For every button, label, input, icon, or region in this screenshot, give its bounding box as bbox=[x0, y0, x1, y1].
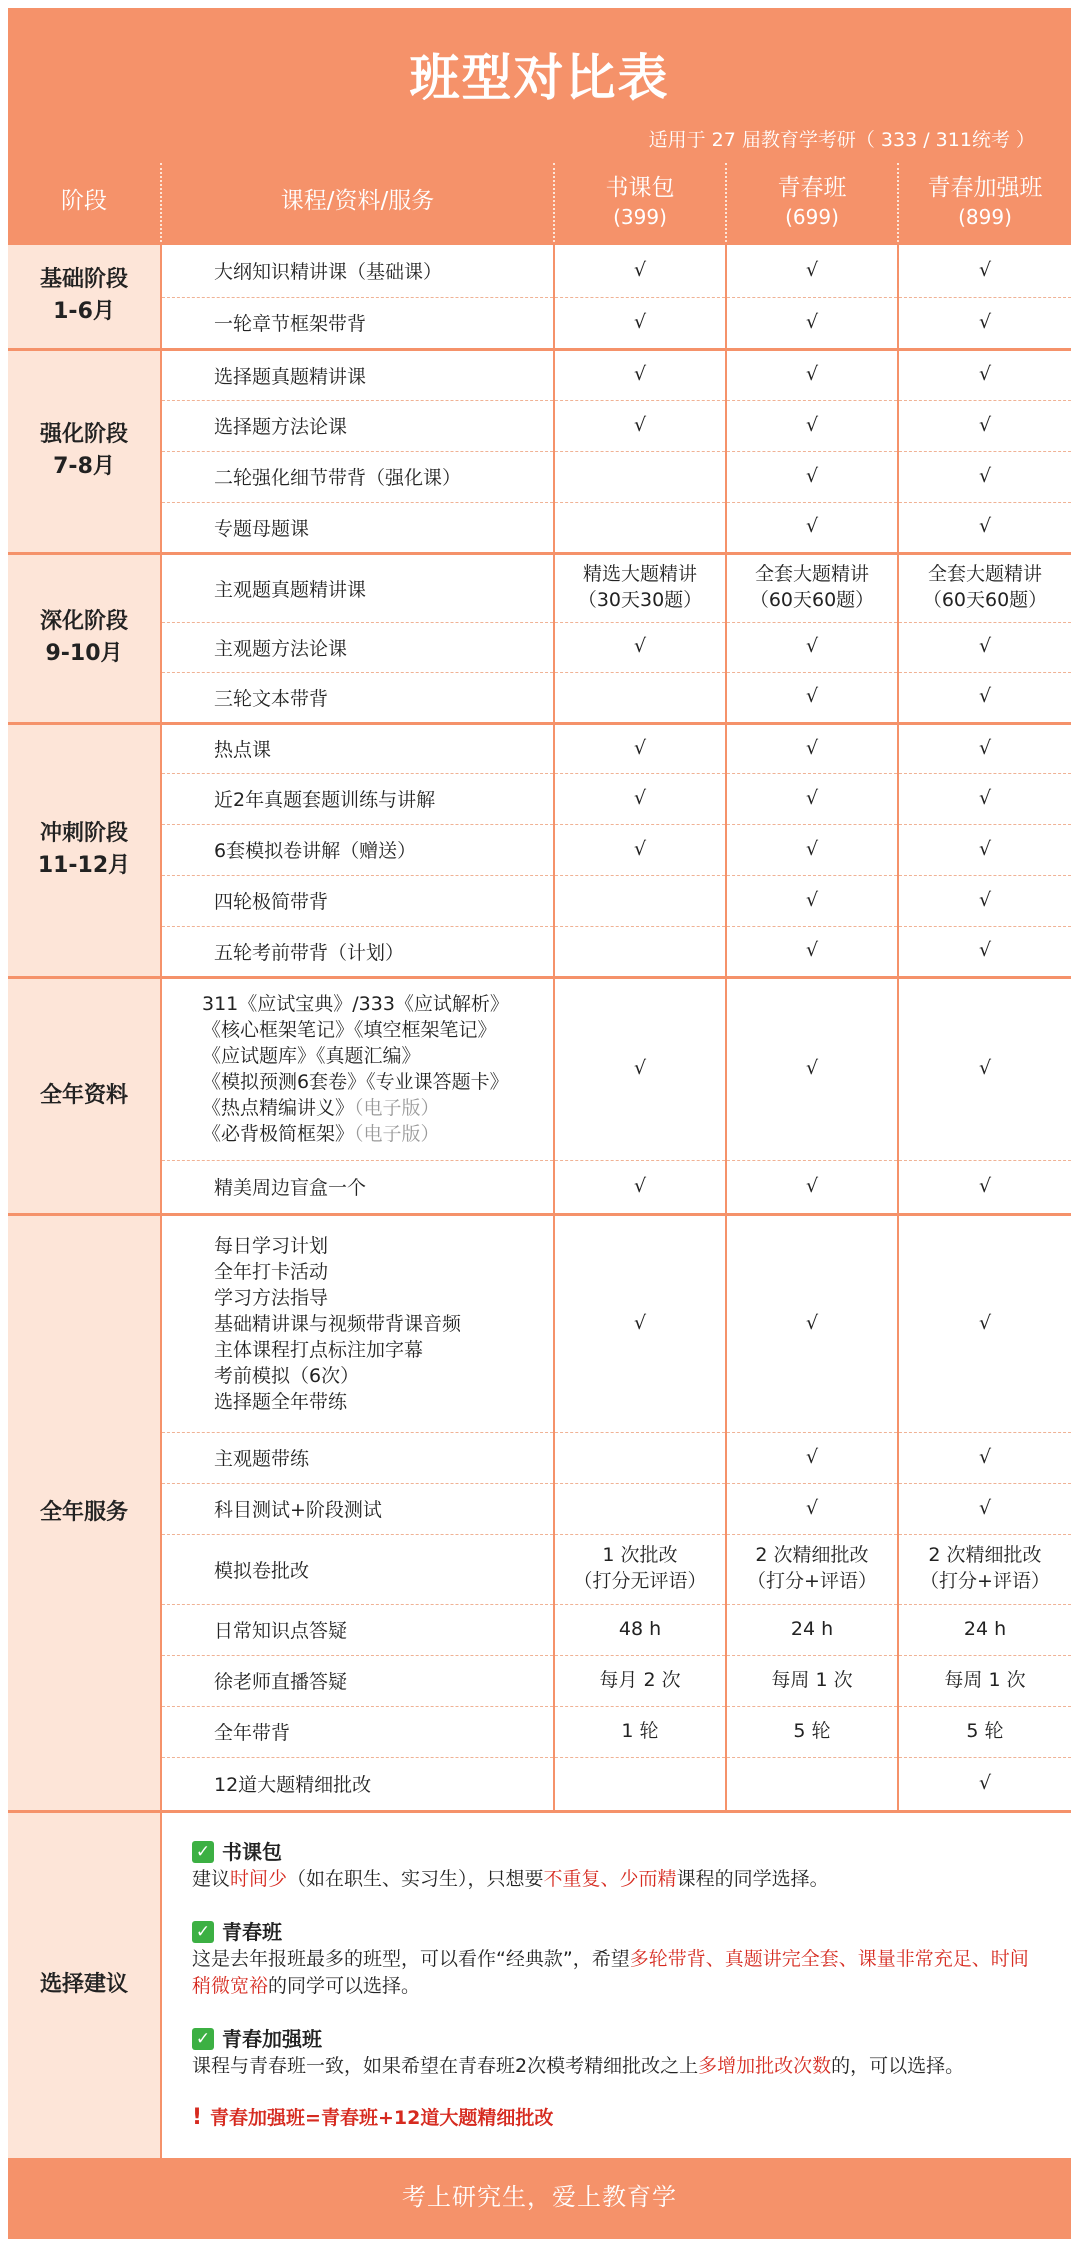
plan-value-cell: √ bbox=[898, 243, 1071, 297]
course-line: 考前模拟（6次） bbox=[214, 1364, 360, 1387]
plan-value-cell bbox=[554, 672, 726, 723]
plan-value-cell: √ bbox=[554, 297, 726, 349]
course-item: 二轮强化细节带背（强化课） bbox=[161, 451, 554, 502]
highlight: 不重复、少而精 bbox=[543, 1867, 677, 1890]
plan-value-cell: √ bbox=[554, 1214, 726, 1432]
course-line: 每日学习计划 bbox=[214, 1234, 329, 1257]
table-row bbox=[8, 926, 1071, 977]
plan-price: (399) bbox=[613, 205, 667, 230]
stage-label: 强化阶段 7-8月 bbox=[8, 349, 161, 553]
check-icon: ✓ bbox=[192, 2028, 214, 2050]
plan-value-cell: √ bbox=[898, 926, 1071, 977]
course-item: 选择题真题精讲课 bbox=[161, 349, 554, 400]
table-header-row bbox=[8, 163, 1071, 243]
course-item: 徐老师直播答疑 bbox=[161, 1655, 554, 1706]
plan-value-cell: √ bbox=[898, 1214, 1071, 1432]
plan-value-cell: √ bbox=[554, 723, 726, 773]
exclamation-icon: ! bbox=[192, 2104, 203, 2130]
plan-value-cell: √ bbox=[726, 1432, 898, 1483]
material-title: 《必背极简框架》 bbox=[202, 1123, 355, 1145]
plan-value-cell: 5 轮 bbox=[726, 1706, 898, 1757]
stage-label: 选择建议 bbox=[8, 1811, 161, 2158]
advice-youth-plus bbox=[192, 2026, 1041, 2080]
summary-text: 青春加强班=青春班+12道大题精细批改 bbox=[210, 2106, 554, 2129]
text: 建议 bbox=[192, 1867, 231, 1890]
plan-value-cell: √ bbox=[554, 349, 726, 400]
header-plan-youth bbox=[726, 163, 898, 243]
plan-price: (899) bbox=[958, 205, 1012, 230]
plan-value-cell: √ bbox=[726, 773, 898, 824]
advice-text bbox=[192, 1866, 1041, 1893]
text: （如在职生、实习生），只想要 bbox=[287, 1867, 544, 1890]
plan-value-cell: √ bbox=[554, 773, 726, 824]
plan-value-cell: √ bbox=[898, 297, 1071, 349]
plan-value-cell: 24 h bbox=[726, 1604, 898, 1655]
stage-label: 全年资料 bbox=[8, 977, 161, 1214]
advice-heading bbox=[192, 1919, 1041, 1946]
plan-value-cell: 5 轮 bbox=[898, 1706, 1071, 1757]
text: 课程的同学选择。 bbox=[676, 1867, 829, 1890]
stage-label: 深化阶段 9-10月 bbox=[8, 553, 161, 723]
plan-value-cell: √ bbox=[898, 977, 1071, 1160]
plan-value-cell: 48 h bbox=[554, 1604, 726, 1655]
header-plan-youth-plus bbox=[898, 163, 1071, 243]
course-item: 热点课 bbox=[161, 723, 554, 773]
course-line: 311《应试宝典》/333《应试解析》 bbox=[202, 993, 509, 1015]
table-row bbox=[8, 1160, 1071, 1214]
plan-value-cell: √ bbox=[726, 977, 898, 1160]
course-item: 主观题带练 bbox=[161, 1432, 554, 1483]
course-line: 《模拟预测6套卷》《专业课答题卡》 bbox=[202, 1071, 509, 1093]
page-title: 班型对比表 bbox=[409, 49, 670, 107]
course-item: 模拟卷批改 bbox=[161, 1534, 554, 1604]
course-item: 三轮文本带背 bbox=[161, 672, 554, 723]
material-note: （电子版） bbox=[354, 1123, 440, 1145]
course-item: 精美周边盲盒一个 bbox=[161, 1160, 554, 1214]
stage-label: 全年服务 bbox=[8, 1214, 161, 1811]
plan-value-cell bbox=[726, 1757, 898, 1811]
course-line bbox=[202, 1121, 553, 1147]
plan-value-cell: √ bbox=[726, 926, 898, 977]
plan-value-cell: √ bbox=[726, 451, 898, 502]
check-icon: ✓ bbox=[192, 1841, 214, 1863]
highlight: 多增加批改次数 bbox=[698, 2054, 832, 2077]
plan-value-cell: √ bbox=[554, 400, 726, 451]
plan-value-cell: √ bbox=[726, 1483, 898, 1534]
advice-row bbox=[8, 1811, 1071, 2158]
plan-value-cell: √ bbox=[898, 1432, 1071, 1483]
plan-value-cell: √ bbox=[726, 349, 898, 400]
course-item: 主观题真题精讲课 bbox=[161, 553, 554, 622]
advice-content bbox=[161, 1811, 1071, 2158]
plan-value-cell bbox=[554, 875, 726, 926]
course-line: 全年打卡活动 bbox=[214, 1260, 329, 1283]
plan-value-cell: 1 次批改 （打分无评语） bbox=[554, 1534, 726, 1604]
plan-value-cell: √ bbox=[898, 1483, 1071, 1534]
table-row bbox=[8, 1214, 1071, 1432]
table-row bbox=[8, 1655, 1071, 1706]
table-row bbox=[8, 1604, 1071, 1655]
table-row bbox=[8, 1534, 1071, 1604]
course-line: 《应试题库》《真题汇编》 bbox=[202, 1045, 421, 1067]
table-row bbox=[8, 451, 1071, 502]
plan-value-cell: √ bbox=[726, 875, 898, 926]
plan-value-cell: √ bbox=[554, 1160, 726, 1214]
table-row bbox=[8, 1757, 1071, 1811]
plan-name: 书课包 bbox=[222, 1839, 282, 1864]
plan-value-cell: √ bbox=[898, 723, 1071, 773]
plan-value-cell: √ bbox=[898, 875, 1071, 926]
advice-book bbox=[192, 1839, 1041, 1893]
plan-value-cell bbox=[554, 1483, 726, 1534]
plan-value-cell: √ bbox=[554, 977, 726, 1160]
plan-value-cell: √ bbox=[726, 672, 898, 723]
plan-value-cell: √ bbox=[898, 1160, 1071, 1214]
course-item: 四轮极简带背 bbox=[161, 875, 554, 926]
header-course: 课程/资料/服务 bbox=[161, 163, 554, 243]
advice-summary bbox=[192, 2104, 1041, 2132]
check-icon: ✓ bbox=[192, 1921, 214, 1943]
course-item: 五轮考前带背（计划） bbox=[161, 926, 554, 977]
course-item: 大纲知识精讲课（基础课） bbox=[161, 243, 554, 297]
plan-value-cell: 2 次精细批改 （打分+评语） bbox=[726, 1534, 898, 1604]
course-line bbox=[202, 1095, 553, 1121]
footer-slogan: 考上研究生，爱上教育学 bbox=[402, 2183, 677, 2211]
course-line: 学习方法指导 bbox=[214, 1286, 329, 1309]
plan-value-cell: √ bbox=[898, 824, 1071, 875]
course-item bbox=[161, 1214, 554, 1432]
plan-value-cell: √ bbox=[554, 622, 726, 672]
table-row bbox=[8, 773, 1071, 824]
plan-value-cell: √ bbox=[898, 773, 1071, 824]
table-row bbox=[8, 622, 1071, 672]
stage-label: 冲刺阶段 11-12月 bbox=[8, 723, 161, 977]
course-line: 基础精讲课与视频带背课音频 bbox=[214, 1312, 462, 1335]
table-row bbox=[8, 875, 1071, 926]
highlight: 时间少 bbox=[230, 1867, 288, 1890]
course-item: 日常知识点答疑 bbox=[161, 1604, 554, 1655]
plan-name: 青春班 bbox=[777, 175, 847, 202]
plan-value-cell: √ bbox=[898, 349, 1071, 400]
plan-value-cell bbox=[554, 451, 726, 502]
course-item: 近2年真题套题训练与讲解 bbox=[161, 773, 554, 824]
header-stage: 阶段 bbox=[8, 163, 161, 243]
text: 的，可以选择。 bbox=[831, 2054, 965, 2077]
plan-value-cell: √ bbox=[898, 502, 1071, 553]
plan-name: 书课包 bbox=[605, 175, 675, 202]
plan-name: 青春班 bbox=[222, 1919, 282, 1944]
table-row bbox=[8, 553, 1071, 622]
plan-value-cell: √ bbox=[898, 622, 1071, 672]
plan-name: 青春加强班 bbox=[927, 175, 1043, 202]
plan-value-cell: √ bbox=[898, 400, 1071, 451]
advice-youth bbox=[192, 1919, 1041, 2000]
plan-value-cell bbox=[554, 926, 726, 977]
plan-value-cell: √ bbox=[554, 243, 726, 297]
plan-value-cell bbox=[554, 502, 726, 553]
plan-value-cell: 24 h bbox=[898, 1604, 1071, 1655]
text: 的同学可以选择。 bbox=[268, 1974, 421, 1997]
plan-value-cell: √ bbox=[898, 451, 1071, 502]
plan-value-cell: √ bbox=[726, 824, 898, 875]
page-subtitle: 适用于 27 届教育学考研（ 333 / 311统考 ） bbox=[648, 129, 1035, 151]
plan-name: 青春加强班 bbox=[222, 2026, 322, 2051]
plan-value-cell: √ bbox=[726, 723, 898, 773]
course-item: 6套模拟卷讲解（赠送） bbox=[161, 824, 554, 875]
stage-label: 基础阶段 1-6月 bbox=[8, 243, 161, 349]
table-row bbox=[8, 977, 1071, 1160]
table-row bbox=[8, 824, 1071, 875]
plan-value-cell: √ bbox=[726, 502, 898, 553]
plan-value-cell: 2 次精细批改 （打分+评语） bbox=[898, 1534, 1071, 1604]
course-item: 选择题方法论课 bbox=[161, 400, 554, 451]
plan-value-cell: 全套大题精讲 （60天60题） bbox=[898, 553, 1071, 622]
table-row bbox=[8, 297, 1071, 349]
course-line: 《核心框架笔记》《填空框架笔记》 bbox=[202, 1019, 497, 1041]
plan-value-cell: √ bbox=[898, 672, 1071, 723]
plan-value-cell: 精选大题精讲 （30天30题） bbox=[554, 553, 726, 622]
course-item: 全年带背 bbox=[161, 1706, 554, 1757]
table-row bbox=[8, 723, 1071, 773]
plan-value-cell: √ bbox=[726, 400, 898, 451]
plan-value-cell: √ bbox=[726, 1214, 898, 1432]
course-item: 专题母题课 bbox=[161, 502, 554, 553]
plan-value-cell: √ bbox=[726, 243, 898, 297]
course-item bbox=[161, 977, 554, 1160]
table-row bbox=[8, 349, 1071, 400]
course-line: 主体课程打点标注加字幕 bbox=[214, 1338, 424, 1361]
table-row bbox=[8, 400, 1071, 451]
course-line: 选择题全年带练 bbox=[214, 1390, 348, 1413]
comparison-table bbox=[8, 163, 1071, 2158]
material-note: （电子版） bbox=[354, 1097, 440, 1119]
plan-value-cell: 每周 1 次 bbox=[898, 1655, 1071, 1706]
header-plan-book bbox=[554, 163, 726, 243]
text: 这是去年报班最多的班型，可以看作“经典款”，希望 bbox=[192, 1947, 630, 1970]
comparison-sheet bbox=[8, 8, 1071, 2239]
plan-value-cell bbox=[554, 1432, 726, 1483]
course-item: 科目测试+阶段测试 bbox=[161, 1483, 554, 1534]
advice-text bbox=[192, 2053, 1041, 2080]
table-row bbox=[8, 1483, 1071, 1534]
plan-value-cell bbox=[554, 1757, 726, 1811]
table-row bbox=[8, 243, 1071, 297]
course-item: 主观题方法论课 bbox=[161, 622, 554, 672]
material-title: 《热点精编讲义》 bbox=[202, 1097, 355, 1119]
plan-value-cell: √ bbox=[726, 1160, 898, 1214]
plan-value-cell: √ bbox=[726, 297, 898, 349]
advice-heading bbox=[192, 2026, 1041, 2053]
plan-value-cell: 全套大题精讲 （60天60题） bbox=[726, 553, 898, 622]
plan-value-cell: 1 轮 bbox=[554, 1706, 726, 1757]
advice-text bbox=[192, 1946, 1041, 2000]
plan-value-cell: √ bbox=[898, 1757, 1071, 1811]
highlight: 多轮带背、真题讲完全套、课量非常充足、时间稍微宽裕 bbox=[192, 1947, 1029, 1997]
text: 课程与青春班一致，如果希望在青春班2次模考精细批改之上 bbox=[192, 2054, 699, 2077]
advice-heading bbox=[192, 1839, 1041, 1866]
plan-value-cell: 每周 1 次 bbox=[726, 1655, 898, 1706]
table-row bbox=[8, 1706, 1071, 1757]
table-row bbox=[8, 672, 1071, 723]
table-row bbox=[8, 1432, 1071, 1483]
plan-value-cell: √ bbox=[726, 622, 898, 672]
course-item: 一轮章节框架带背 bbox=[161, 297, 554, 349]
plan-value-cell: √ bbox=[554, 824, 726, 875]
plan-value-cell: 每月 2 次 bbox=[554, 1655, 726, 1706]
table-row bbox=[8, 502, 1071, 553]
plan-price: (699) bbox=[785, 205, 839, 230]
course-item: 12道大题精细批改 bbox=[161, 1757, 554, 1811]
